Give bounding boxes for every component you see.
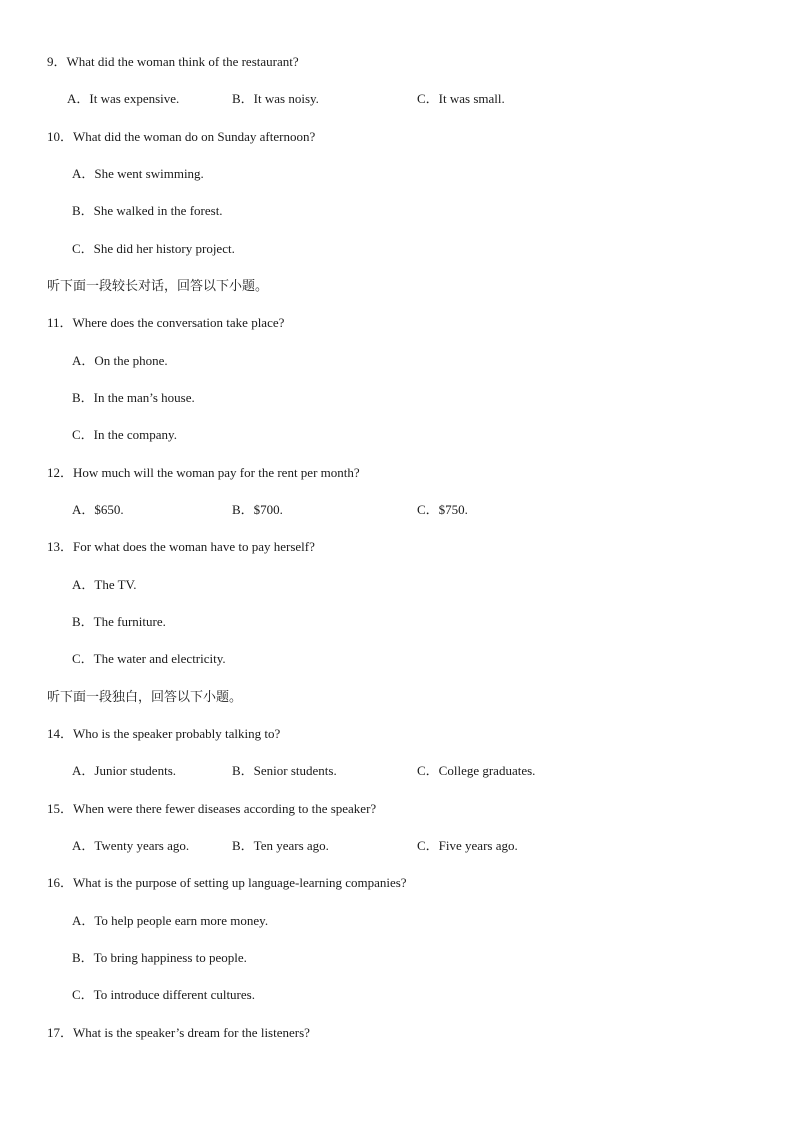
option-10-b: B．She walked in the forest. [72, 203, 223, 218]
option-11-b: B．In the man’s house. [72, 390, 195, 405]
option-12-c: C．$750. [417, 502, 468, 517]
section-instruction-1: 听下面一段较长对话，回答以下小题。 [47, 278, 269, 293]
section-instruction-2: 听下面一段独白，回答以下小题。 [47, 689, 243, 704]
question-12: 12．How much will the woman pay for the rent per month? [47, 465, 360, 480]
option-11-c: C．In the company. [72, 427, 177, 442]
option-13-b: B．The furniture. [72, 614, 166, 629]
option-15-b: B．Ten years ago. [232, 838, 329, 853]
option-12-a: A．$650. [72, 502, 124, 517]
options-row-15 [0, 838, 794, 854]
question-10: 10．What did the woman do on Sunday afternoon? [47, 129, 316, 144]
option-16-c: C．To introduce different cultures. [72, 987, 255, 1002]
question-11: 11．Where does the conversation take place? [47, 315, 285, 330]
option-11-a: A．On the phone. [72, 353, 168, 368]
options-row-12 [0, 502, 794, 518]
option-14-a: A．Junior students. [72, 763, 177, 778]
option-14-b: B．Senior students. [232, 763, 337, 778]
option-15-a: A．Twenty years ago. [72, 838, 190, 853]
option-9-a: A．It was expensive. [67, 91, 180, 106]
option-9-c: C．It was small. [417, 91, 505, 106]
options-row-14 [0, 763, 794, 779]
question-15: 15．When were there fewer diseases according to the speaker? [47, 801, 377, 816]
question-9: 9．What did the woman think of the restaurant? [47, 54, 299, 69]
question-17: 17．What is the speaker’s dream for the listeners? [47, 1025, 310, 1040]
option-14-c: C．College graduates. [417, 763, 536, 778]
options-row-9 [0, 91, 794, 107]
question-16: 16．What is the purpose of setting up language-learning companies? [47, 875, 407, 890]
option-13-a: A．The TV. [72, 577, 137, 592]
option-12-b: B．$700. [232, 502, 283, 517]
option-13-c: C．The water and electricity. [72, 651, 226, 666]
option-16-b: B．To bring happiness to people. [72, 950, 247, 965]
question-14: 14．Who is the speaker probably talking to? [47, 726, 281, 741]
option-9-b: B．It was noisy. [232, 91, 319, 106]
option-10-a: A．She went swimming. [72, 166, 204, 181]
question-13: 13．For what does the woman have to pay herself? [47, 539, 315, 554]
option-16-a: A．To help people earn more money. [72, 913, 269, 928]
option-10-c: C．She did her history project. [72, 241, 235, 256]
option-15-c: C．Five years ago. [417, 838, 518, 853]
